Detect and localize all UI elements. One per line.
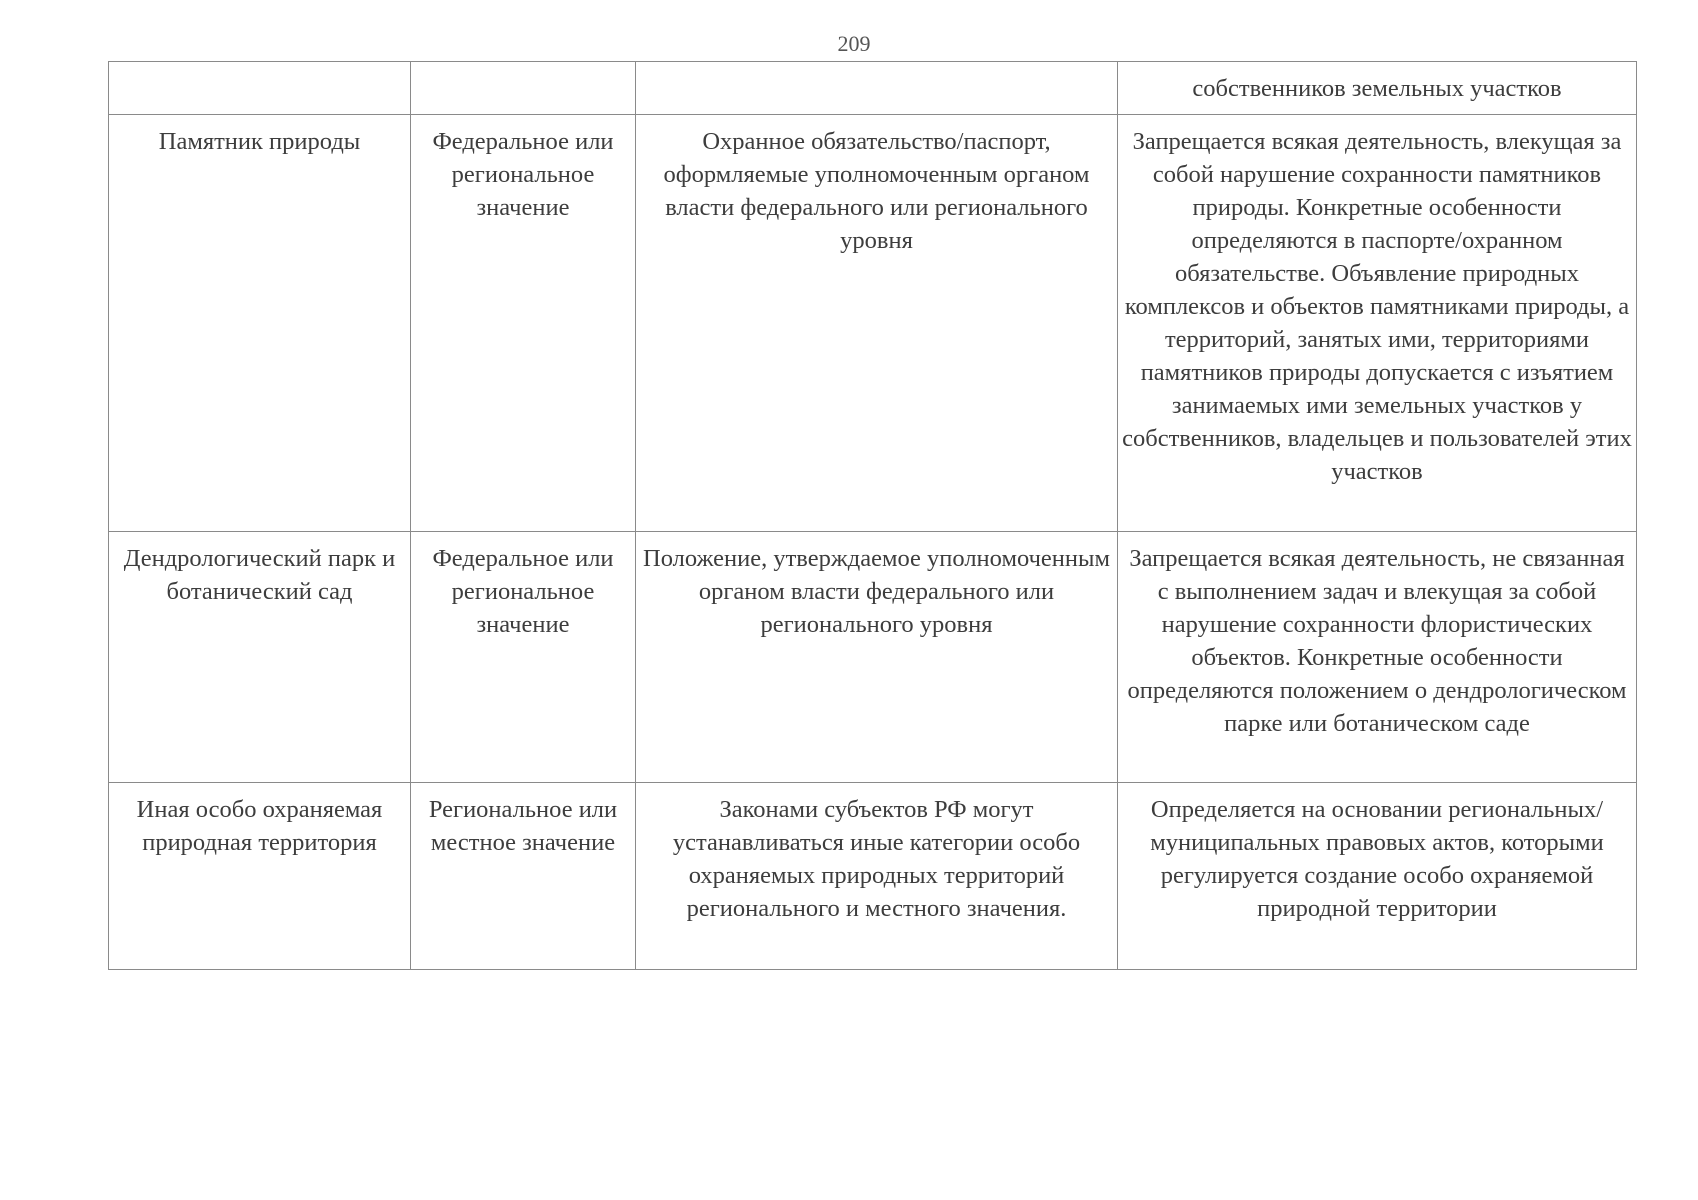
table-cell: Дендрологический парк и ботанический сад (109, 532, 411, 783)
table-cell: Памятник природы (109, 115, 411, 532)
table-cell: Федеральное или региональное значение (411, 532, 636, 783)
table-row (109, 532, 1637, 783)
table-cell: Законами субъектов РФ могут устанавливаться иные категории особо охраняемых природных территорий регионального и местного значения. (636, 783, 1118, 970)
table-cell: Запрещается всякая деятельность, влекущая за собой нарушение сохранности памятников природы. Конкретные особенности определяются в паспорте/охранном обязательстве. Объявление природных комплексов и объектов памятниками природы, а территорий, занятых ими, территориями памятников природы допускается с изъятием занимаемых ими земельных участков у собственников, владельцев и пользователей этих участков (1118, 115, 1637, 532)
table-cell: Региональное или местное значение (411, 783, 636, 970)
table-row (109, 62, 1637, 115)
table-cell: Иная особо охраняемая природная территория (109, 783, 411, 970)
table-cell (636, 62, 1118, 115)
table-cell: Федеральное или региональное значение (411, 115, 636, 532)
protected-areas-table (108, 61, 1637, 970)
table-cell: Запрещается всякая деятельность, не связанная с выполнением задач и влекущая за собой нарушение сохранности флористических объектов. Конкретные особенности определяются положением о дендрологическом парке или ботаническом саде (1118, 532, 1637, 783)
table-cell (109, 62, 411, 115)
table-cell: Охранное обязательство/паспорт, оформляемые уполномоченным органом власти федерального или регионального уровня (636, 115, 1118, 532)
table-row (109, 783, 1637, 970)
table-row (109, 115, 1637, 532)
table-cell: собственников земельных участков (1118, 62, 1637, 115)
page-number: 209 (837, 31, 871, 56)
table-cell: Определяется на основании региональных/муниципальных правовых актов, которыми регулируется создание особо охраняемой природной территории (1118, 783, 1637, 970)
table-cell (411, 62, 636, 115)
table-cell: Положение, утверждаемое уполномоченным органом власти федерального или регионального уровня (636, 532, 1118, 783)
